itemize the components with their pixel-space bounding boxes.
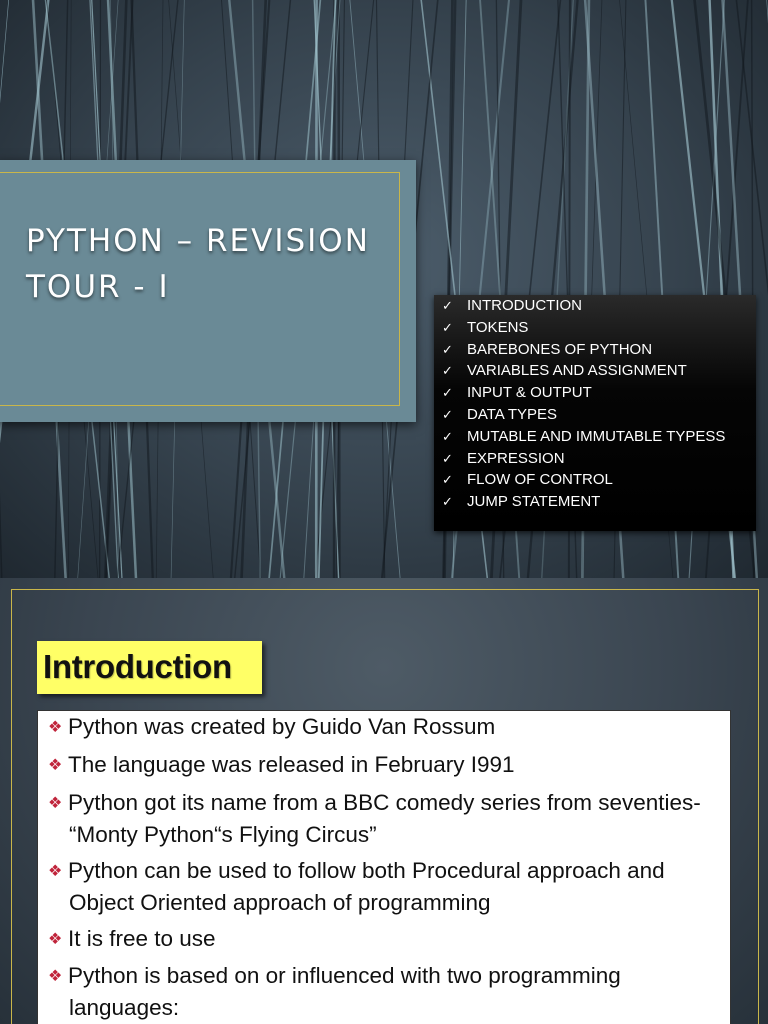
slide-title [26,218,386,310]
topics-list-box [434,295,756,531]
check-mark-icon: ✓ [442,428,453,444]
topic-item [442,491,725,513]
topic-item [442,404,725,426]
bullet-text: Python is based on or influenced with two programming [68,963,621,988]
topic-label: VARIABLES AND ASSIGNMENT [467,362,687,380]
bullet-text-continued: “Monty Python“s Flying Circus” [69,822,377,847]
bullet-text: The language was released in February I991 [68,752,515,777]
topic-label: BAREBONES OF PYTHON [467,340,653,358]
four-diamond-bullet-icon: ❖ [48,757,63,774]
bullet-item [48,749,720,781]
four-diamond-bullet-icon: ❖ [48,863,63,880]
slide-title-line-2: TOUR - I [26,269,170,305]
check-mark-icon: ✓ [442,363,453,379]
slide-title-line-1: PYTHON – REVISION [26,223,370,259]
check-mark-icon: ✓ [442,319,453,335]
check-mark-icon: ✓ [442,385,453,401]
check-mark-icon: ✓ [442,341,453,357]
four-diamond-bullet-icon: ❖ [48,719,63,736]
topic-item [442,295,725,317]
four-diamond-bullet-icon: ❖ [48,968,63,985]
bullet-text-continued: languages: [69,995,180,1020]
topic-label: INTRODUCTION [467,297,582,314]
topic-label: FLOW OF CONTROL [467,471,613,489]
topic-item [442,360,725,382]
check-mark-icon: ✓ [442,406,453,422]
four-diamond-bullet-icon: ❖ [48,795,63,812]
bullet-text: Python got its name from a BBC comedy series from seventies- [68,790,701,815]
topic-label: MUTABLE AND IMMUTABLE TYPESS [467,427,726,445]
four-diamond-bullet-icon: ❖ [48,931,63,948]
topics-list [442,295,725,513]
bullet-text: It is free to use [68,926,216,951]
topic-label: DATA TYPES [467,405,558,423]
check-mark-icon: ✓ [442,472,453,488]
topic-label: JUMP STATEMENT [467,493,601,511]
bullet-text: Python was created by Guido Van Rossum [68,714,496,739]
title-panel [0,160,416,422]
bullet-item [48,787,720,850]
introduction-heading: Introduction [43,648,232,685]
introduction-slide [0,578,768,1024]
bullet-item [48,960,720,1023]
check-mark-icon: ✓ [442,298,453,313]
check-mark-icon: ✓ [442,450,453,466]
topic-item [442,426,725,448]
introduction-heading-box [37,641,262,694]
introduction-content-box [37,710,731,1024]
topic-item [442,382,725,404]
check-mark-icon: ✓ [442,494,453,510]
topic-item [442,469,725,491]
bullet-item [48,711,720,743]
topic-label: EXPRESSION [467,449,565,467]
bullet-text: Python can be used to follow both Procedural approach and [68,858,665,883]
topic-item [442,448,725,470]
topic-label: TOKENS [467,318,529,336]
topic-item [442,339,725,361]
topic-label: INPUT & OUTPUT [467,384,592,402]
bullet-item [48,923,720,955]
bullet-text-continued: Object Oriented approach of programming [69,890,491,915]
bullet-item [48,855,720,918]
topic-item [442,317,725,339]
